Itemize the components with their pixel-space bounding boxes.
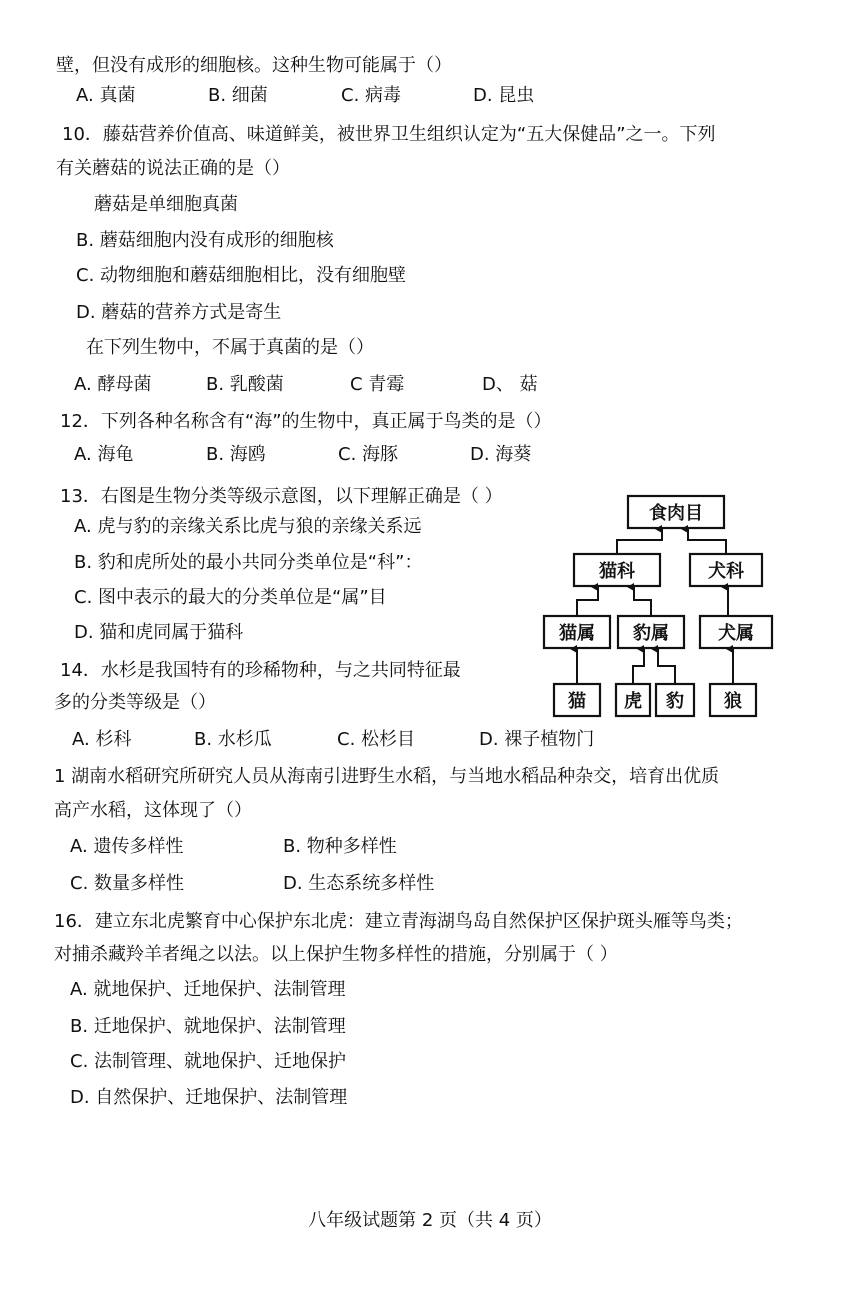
q15-option-d[interactable]: D. 生态系统多样性	[283, 873, 435, 894]
arrow-leopard-to-genus	[658, 649, 675, 684]
q10-option-c[interactable]: C. 动物细胞和蘑菇细胞相比，没有细胞壁	[76, 265, 407, 286]
q13-stem: 13．右图是生物分类等级示意图，以下理解正确是（ ）	[60, 486, 503, 507]
q14-stem-line2: 多的分类等级是（）	[54, 692, 216, 713]
q9-option-a[interactable]: A. 真菌	[76, 85, 136, 106]
q14-option-d[interactable]: D. 裸子植物门	[479, 729, 595, 750]
q12-option-c[interactable]: C. 海豚	[338, 444, 399, 465]
arrow-leopardgenus-to-family	[634, 587, 651, 616]
species-label-cat: 猫	[568, 691, 586, 712]
q15-stem-line2: 高产水稻，这体现了（）	[54, 800, 252, 821]
q15-option-c[interactable]: C. 数量多样性	[70, 873, 185, 894]
q16-option-a[interactable]: A. 就地保护、迁地保护、法制管理	[70, 979, 346, 1000]
q12-option-a[interactable]: A. 海龟	[74, 444, 134, 465]
q11-option-a[interactable]: A. 酵母菌	[74, 374, 152, 395]
q13-option-a[interactable]: A. 虎与豹的亲缘关系比虎与狼的亲缘关系远	[74, 516, 422, 537]
q9-option-b[interactable]: B. 细菌	[208, 85, 268, 106]
q16-option-b[interactable]: B. 迁地保护、就地保护、法制管理	[70, 1016, 346, 1037]
genus-label-dog: 犬属	[718, 623, 754, 644]
q11-option-c[interactable]: C 青霉	[350, 374, 405, 395]
q10-option-b[interactable]: B. 蘑菇细胞内没有成形的细胞核	[76, 230, 334, 251]
q13-option-d[interactable]: D. 猫和虎同属于猫科	[74, 622, 244, 643]
arrow-catgenus-to-family	[577, 587, 598, 616]
page-footer: 八年级试题第 2 页（共 4 页）	[308, 1210, 552, 1231]
q16-stem-line1: 16．建立东北虎繁育中心保护东北虎：建立青海湖鸟岛自然保护区保护斑头雁等鸟类；	[54, 911, 743, 932]
family-label-dog: 犬科	[708, 561, 744, 582]
q9-stem: 壁，但没有成形的细胞核。这种生物可能属于（）	[56, 55, 452, 76]
order-label: 食肉目	[649, 503, 703, 524]
q9-option-d[interactable]: D. 昆虫	[473, 85, 535, 106]
species-label-wolf: 狼	[724, 691, 742, 712]
q10-option-d[interactable]: D. 蘑菇的营养方式是寄生	[76, 302, 282, 323]
q11-option-d[interactable]: D、 菇	[482, 374, 538, 395]
q10-option-a[interactable]: 蘑菇是单细胞真菌	[94, 194, 238, 215]
q14-option-a[interactable]: A. 杉科	[72, 729, 132, 750]
q13-option-b[interactable]: B. 豹和虎所处的最小共同分类单位是“科”：	[74, 552, 423, 573]
q16-stem-line2: 对捕杀藏羚羊者绳之以法。以上保护生物多样性的措施，分别属于（ ）	[54, 944, 618, 965]
arrow-catfamily-to-order	[617, 529, 662, 554]
q14-option-b[interactable]: B. 水杉瓜	[194, 729, 272, 750]
q15-option-a[interactable]: A. 遗传多样性	[70, 836, 184, 857]
q15-option-b[interactable]: B. 物种多样性	[283, 836, 397, 857]
q12-stem: 12．下列各种名称含有“海”的生物中，真正属于鸟类的是（）	[60, 411, 552, 432]
arrow-dogfamily-to-order	[688, 529, 726, 554]
q16-option-d[interactable]: D. 自然保护、迁地保护、法制管理	[70, 1087, 348, 1108]
q11-stem: 在下列生物中，不属于真菌的是（）	[86, 337, 374, 358]
genus-label-cat: 猫属	[559, 623, 595, 644]
q14-option-c[interactable]: C. 松杉目	[337, 729, 416, 750]
q12-option-d[interactable]: D. 海葵	[470, 444, 532, 465]
q13-option-c[interactable]: C. 图中表示的最大的分类单位是“属”目	[74, 587, 387, 608]
classification-diagram	[538, 486, 780, 722]
arrow-tiger-to-genus	[633, 649, 644, 684]
q10-stem-line1: 10．藤菇营养价值高、味道鲜美，被世界卫生组织认定为“五大保健品”之一。下列	[62, 124, 716, 145]
species-label-tiger: 虎	[624, 691, 642, 712]
q9-option-c[interactable]: C. 病毒	[341, 85, 402, 106]
q16-option-c[interactable]: C. 法制管理、就地保护、迁地保护	[70, 1051, 347, 1072]
family-label-cat: 猫科	[599, 561, 635, 582]
q11-option-b[interactable]: B. 乳酸菌	[206, 374, 284, 395]
genus-label-leopard: 豹属	[633, 623, 669, 644]
species-label-leopard: 豹	[666, 691, 684, 712]
q14-stem-line1: 14．水杉是我国特有的珍稀物种，与之共同特征最	[60, 660, 461, 681]
q12-option-b[interactable]: B. 海鸥	[206, 444, 266, 465]
q15-stem-line1: 1 湖南水稻研究所研究人员从海南引进野生水稻，与当地水稻品种杂交，培育出优质	[54, 766, 720, 787]
q10-stem-line2: 有关蘑菇的说法正确的是（）	[56, 158, 290, 179]
